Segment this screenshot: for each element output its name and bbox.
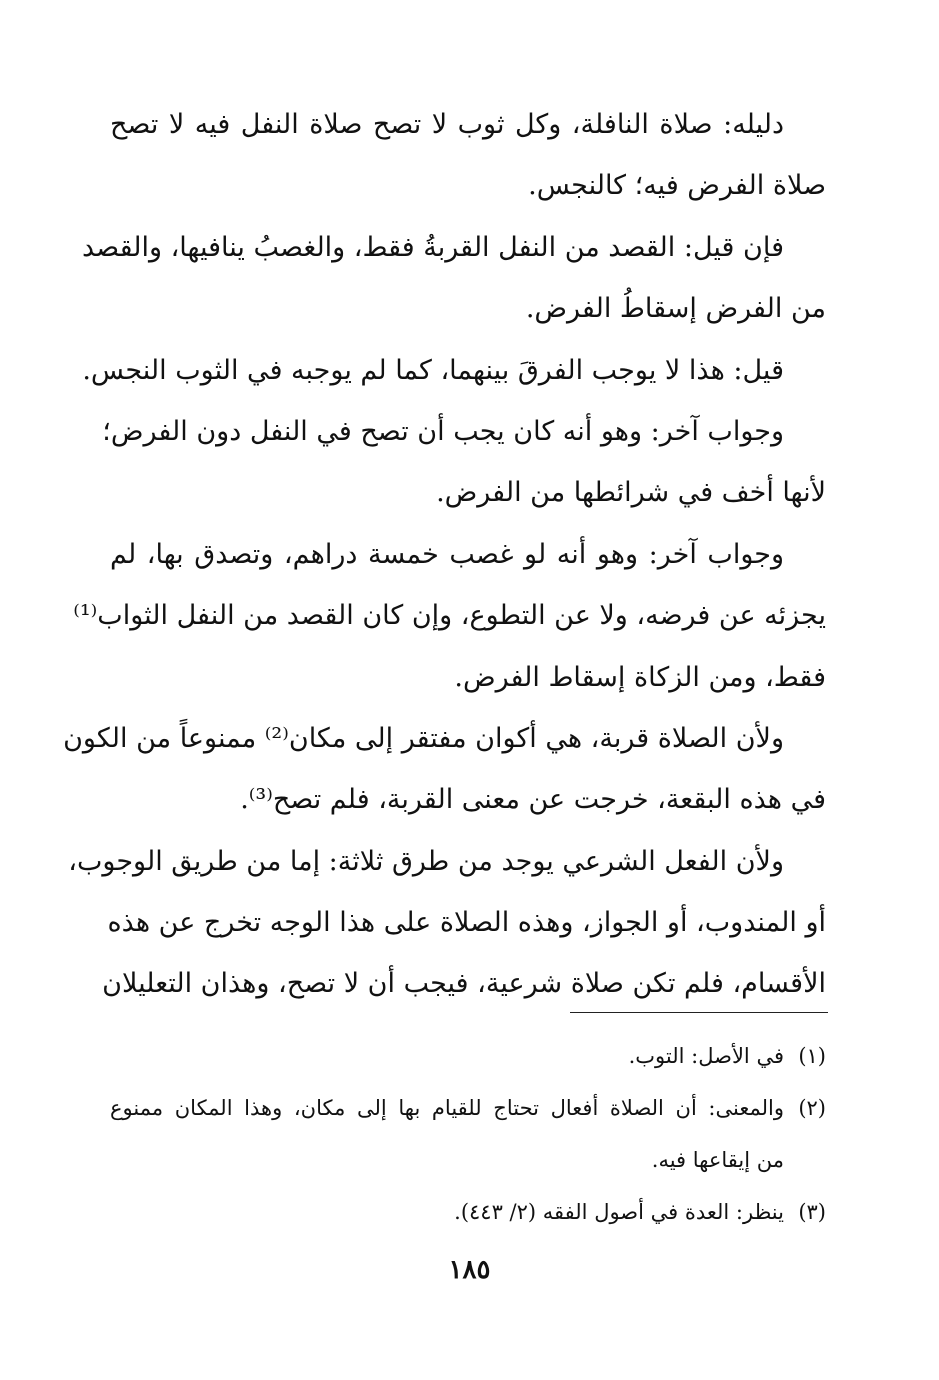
footnote-1 xyxy=(110,1030,826,1082)
footnotes xyxy=(110,1030,826,1238)
page-number: ١٨٥ xyxy=(448,1255,491,1285)
text-line: قيل: هذا لا يوجب الفرقَ بينهما، كما لم يوجبه في الثوب النجس. xyxy=(82,354,784,386)
text-line: في هذه البقعة، خرجت عن معنى القربة، فلم تصح⁽³⁾. xyxy=(240,784,826,816)
text-line: من الفرض إسقاطُ الفرض. xyxy=(525,293,826,325)
footnote-line: والمعنى: أن الصلاة أفعال تحتاج للقيام بها إلى مكان، وهذا المكان ممنوع xyxy=(110,1096,784,1120)
text-line: يجزئه عن فرضه، ولا عن التطوع، وإن كان القصد من النفل الثواب⁽¹⁾ xyxy=(73,600,826,632)
footnote-3 xyxy=(110,1186,826,1238)
text-line: لأنها أخف في شرائطها من الفرض. xyxy=(436,477,826,509)
text-line: وجواب آخر: وهو أنه كان يجب أن تصح في النفل دون الفرض؛ xyxy=(102,415,784,447)
text-line: ولأن الصلاة قربة، هي أكوان مفتقر إلى مكان⁽²⁾ ممنوعاً من الكون xyxy=(63,722,784,754)
footnote-line: في الأصل: التوب. xyxy=(628,1044,784,1068)
footnote-text xyxy=(110,1186,784,1238)
text-line: أو المندوب، أو الجواز، وهذه الصلاة على هذا الوجه تخرج عن هذه xyxy=(107,907,826,939)
text-line: وجواب آخر: وهو أنه لو غصب خمسة دراهم، وتصدق بها، لم xyxy=(110,538,784,570)
text-line: صلاة الفرض فيه؛ كالنجس. xyxy=(528,170,826,202)
footnote-line: من إيقاعها فيه. xyxy=(651,1148,784,1172)
footnote-text xyxy=(110,1082,784,1186)
footnote-divider xyxy=(570,1012,828,1013)
text-line: فقط، ومن الزكاة إسقاط الفرض. xyxy=(454,661,826,693)
text-line: ولأن الفعل الشرعي يوجد من طرق ثلاثة: إما من طريق الوجوب، xyxy=(68,845,784,877)
footnote-line: ينظر: العدة في أصول الفقه (٢/ ٤٤٣). xyxy=(454,1200,784,1224)
text-line: فإن قيل: القصد من النفل القربةُ فقط، والغصبُ ينافيها، والقصد xyxy=(81,231,784,263)
footnote-marker: (٣) xyxy=(798,1200,826,1224)
main-text xyxy=(63,94,826,1015)
footnote-marker: (٢) xyxy=(798,1096,826,1120)
footnote-marker: (١) xyxy=(798,1044,826,1068)
footnote-text xyxy=(110,1030,784,1082)
text-line: دليله: صلاة النافلة، وكل ثوب لا تصح صلاة النفل فيه لا تصح xyxy=(110,109,784,140)
footnote-2 xyxy=(110,1082,826,1186)
text-line: الأقسام، فلم تكن صلاة شرعية، فيجب أن لا تصح، وهذان التعليلان xyxy=(102,968,826,1000)
